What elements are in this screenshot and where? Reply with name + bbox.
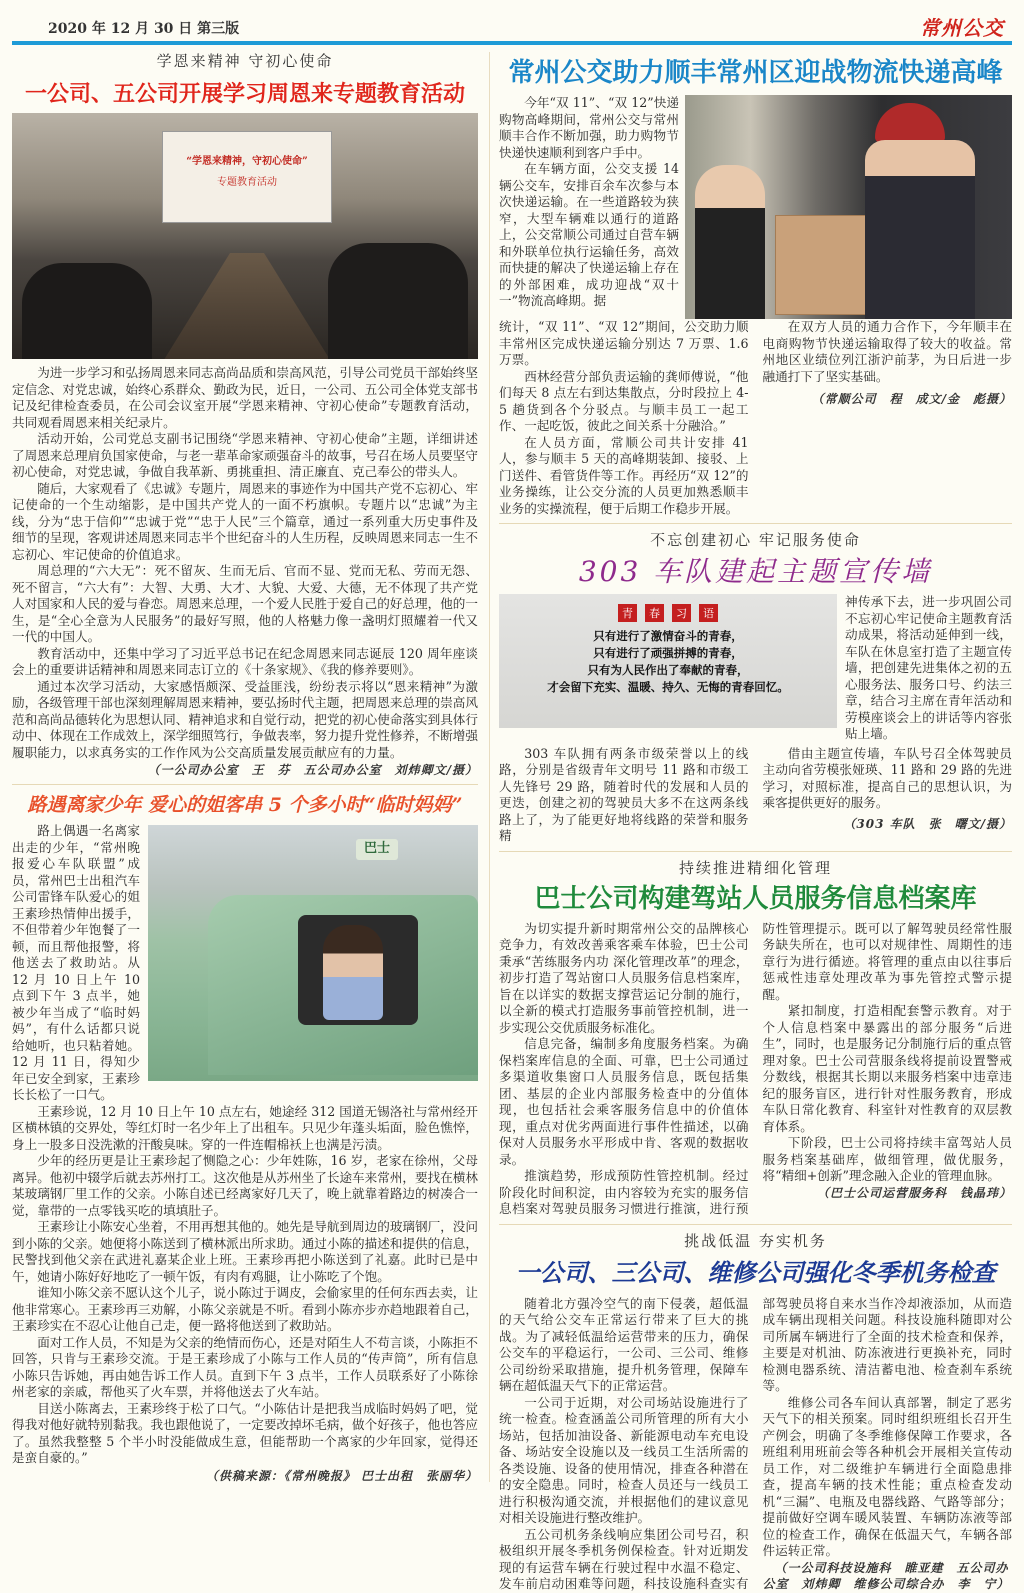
header-rule [12,41,1012,45]
paragraph: 信息完备，编制多角度服务档案。为确保档案库信息的全面、可靠，巴士公司通过多渠道收集窗口人员服务信息，既包括集团、基层的企业内部服务检查中的分值体现，也包括社会乘客服务信息中的价值体现，重点对优劣两面进行事件性描述，以确保对人员服务水平形成中肯、客观的数据收录。 [499,1036,749,1167]
wall-title-char: 语 [699,604,718,622]
meeting-room-photo [12,113,478,359]
wall-line: 才会留下充实、温暖、持久、无悔的青春回忆。 [547,680,789,694]
helmet [875,103,945,143]
article-headline: 303 车队建起主题宣传墙 [578,555,933,588]
courier-figure [865,140,975,319]
article-headline: 一公司、三公司、维修公司强化冬季机务检查 [515,1257,996,1287]
paragraph: 五公司机务条线响应集团公司号召，积极组织开展冬季机务例保检查。针对近期发现的有运营车辆在行驶过程中水温不稳定、发车前启动困难等问题，科技设施科查实有部驾驶员将自来水当作冷却液添加，从而造成车辆出现相关问题。科技设施科随即对公司所属车辆进行了全面的技术检查和保养，主要是对机油、防冻液进行更换补充，同时检测电器系统、清洁蓄电池、检查刹车系统等。 [499,1295,1012,1591]
paragraph: 王素珍让小陈安心坐着，不用再想其他的。她先是导航到周边的玻璃钢厂，没问到小陈的父亲。她便将小陈送到了横林派出所求助。通过小陈的描述和提供的信息，民警找到他父亲在武进礼嘉某企业上班。王素珍再把小陈送到了礼嘉。此时已是中午，她请小陈好好地吃了一顿午饭，有肉有鸡腿，让小陈吃了个饱。 [12,1219,478,1284]
paragraph: 谁知小陈父亲不愿认这个儿子，说小陈过于调皮，会偷家里的任何东西去卖，让他非常寒心。王素珍再三劝解，小陈父亲就是不听。看到小陈亦步亦趋地跟着自己，王素珍实在不忍心让他自己走，便一路将他送到了救助站。 [12,1285,478,1333]
paragraph: 面对工作人员，不知是为父亲的绝情而伤心，还是对陌生人不苟言谈，小陈拒不回答，只肯与王素珍交流。于是王素珍成了小陈与工作人员的“传声筒”，所有信息小陈只告诉她，再由她告诉工作人员。直到下午 3 点半，工作人员联系好了小陈徐州老家的亲戚，帮他买了火车票，并将他送去了火车站。 [12,1334,478,1399]
paragraph: 下阶段，巴士公司将持续丰富驾站人员服务档案基础库，做细管理，做优服务，将“精细+创新”理念融入企业的管理血脉。 [762,1135,1012,1183]
article-temporary-mom [12,790,478,1484]
section-divider [499,1224,1012,1225]
article-body [499,1296,1012,1593]
article-headline: 巴士公司构建驾站人员服务信息档案库 [534,883,977,914]
section-divider [12,784,478,785]
article-kicker: 挑战低温 夯实机务 [684,1231,827,1250]
taxi-driver-photo [148,825,478,1081]
article-body [499,921,1012,1218]
article-kicker: 不忘创建初心 牢记服务使命 [650,531,861,549]
paragraph: 紧扣制度，打造相配套警示教育。对于个人信息档案中暴露出的部分服务“后进生”，同时，也是服务记分制施行后的重点管理对象。巴士公司营服条线将提前设置警戒分数线，根据其长期以来服务档案中违章违纪的服务盲区，进行针对性服务教育，形成车队日常化教育、科室针对性教育的双层教育体系。 [762,1003,1012,1134]
paragraph: 今年“双 11”、“双 12”快递购物高峰期间，常州公交与常州顺丰合作不断加强，助力购物节快递快速顺利到客户手中。 [499,95,679,160]
article-body [12,823,478,1467]
wall-line: 只有进行了顽强拼搏的青春， [593,646,743,660]
article-byline: （常顺公司 程 成文/金 彪摄） [811,392,1012,406]
paragraph: 推演趋势，形成预防性管控机制。经过阶段化时间积淀，由内容较为充实的服务信息档案对驾驶员服务习惯进行推演，进行预防性管理提示。既可以了解驾驶员经常性服务缺失所在，也可以对规律性、周期性的违章行为进行循迹。将管理的重点由以往事后惩戒性违章处理改革为事先管控式警示提醒。 [499,920,1012,1216]
issue-date: 2020 年 12 月 30 日 第三版 [48,21,240,37]
attendees-right [328,243,468,359]
paragraph: 神传承下去，进一步巩固公司不忘初心牢记使命主题教育活动成果，将活动延伸到一线，车队在休息室打造了主题宣传墙，把创建先进集体之初的五心服务法、服务口号、约法三章，结合习主席在青年活动和劳模座谈会上的讲话等内容张贴上墙。 [845,594,1012,741]
wall-title [499,604,837,622]
paragraph: 随后，大家观看了《忠诚》专题片，周恩来的事迹作为中国共产党不忘初心、牢记使命的一个生动缩影，是中国共产党人的一面不朽旗帜。专题片以“忠诚”为主线，分为“忠于信仰”“忠诚于党”“忠于人民”三个篇章，通过一系列重大历史事件及细节的呈现，客观讲述周恩来同志半个世纪奋斗的人生历程，反映周恩来同志一生不忘初心、牢记使命的价值追求。 [12,480,478,562]
newspaper-logo: 常州公交 [920,16,1004,40]
paragraph: 教育活动中，还集中学习了习近平总书记在纪念周恩来同志诞辰 120 周年座谈会上的重要讲话精神和周恩来同志订立的《十条家规》、《我的修养要则》。 [12,645,478,677]
paragraph: 活动开始，公司党总支副书记围绕“学恩来精神、守初心使命”主题，详细讲述了周恩来总理肩负国家使命，与老一辈革命家顽强奋斗的故事，号召在场人员要坚守初心使命，对党忠诚，争做自我革新、勇挑重担、清正廉直、克己奉公的带头人。 [12,431,478,479]
paragraph: 西林经营分部负责运输的龚师傅说，“他们每天 8 点左右到达集散点，分时段拉上 4-5 趟货到各个分驳点。与顺丰员工一起工作、一起吃饭，彼此之间关系十分融洽。” [499,368,749,433]
article-headline: 一公司、五公司开展学习周恩来专题教育活动 [24,81,465,107]
paragraph: 路上偶遇一名离家出走的少年，“常州晚报爱心车队联盟”成员，常州巴士出租汽车公司雷锋车队爱心的姐王素珍热情伸出援手，不但带着少年饱餐了一顿，而且帮他报警，将他送去了救助站。从 12 月 10 日上午 10 点到下午 3 点半，她被少年当成了“临时妈妈”，有什么话都只说给她听，也只粘着她。12 月 11 日，得知少年已安全到家，王素珍长长松了一口气。 [12,823,140,1102]
article-byline: （一公司办公室 王 芬 五公司办公室 刘炜卿文/摄） [147,763,478,777]
article-kicker: 持续推进精细化管理 [678,858,832,877]
paragraph: 通过本次学习活动，大家感悟颇深、受益匪浅，纷纷表示将以“恩来精神”为激励，各级管理干部也深刻理解周恩来精神，要弘扬时代主题，把周恩来总理的崇高风范和高尚品德转化为思想认同、精神追求和自觉行动，把党的初心使命落实到具体行动中、体现在工作成效上，深学细照笃行，争做表率，努力提升党性修养，不断增强履职能力，以求真务实的工作作风为公交高质量发展贡献应有的力量。 [12,678,478,760]
paragraph: 在双方人员的通力合作下，今年顺丰在电商购物节快递运输取得了较大的收益。常州地区业绩位列江浙沪前茅，为日后进一步融通打下了坚实基础。 [762,319,1012,384]
paragraph: 周总理的“六大无”：死不留灰、生而无后、官而不显、党而无私、劳而无怨、死不留言，“六大有”：大智、大勇、大才、大貌、大爱、大德，无不体现了共产党人对国家和人民的爱与眷恋。周恩来总理，一个爱人民胜于爱自己的好总理，他的一生，是“全心全意为人民服务”的最好写照，他的人格魅力像一盏明灯照耀着一代又一代的中国人。 [12,563,478,644]
parcel-handover-photo [685,95,1012,319]
article-body [499,746,1012,845]
column-divider [489,52,490,1482]
paragraph: 统计，“双 11”、“双 12”期间，公交助力顺丰常州区完成快递运输分别达 7 万票、1.6 万票。 [499,319,749,367]
article-body [12,365,478,761]
article-byline: （一公司科技设施科 睢亚建 五公司办公室 刘炜卿 维修公司综合办 李 宁） [762,1560,1010,1591]
wall-line: 只有为人民作出了奉献的青春， [587,663,749,677]
paragraph: 在人员方面，常顺公司共计安排 41 人，参与顺丰 5 天的高峰期装卸、接驳、上门送件、看管货件等工作。再经历“双 12”的业务操练，让公交分流的人员更加熟悉顺丰业务的实操流程，便于后期工作稳步开展。 [499,434,749,516]
paragraph: 目送小陈离去，王素珍终于松了口气。“小陈估计是把我当成临时妈妈了吧，觉得我对他好就特别黏我。我也跟他说了，一定要改掉坏毛病，做个好孩子，他也答应了。虽然我整整 5 个半小时没能做成生意，但能帮助一个离家的少年回家，觉得还是蛮自豪的。” [12,1400,478,1465]
article-bus-archive [499,857,1012,1218]
paragraph: 在车辆方面，公交支援 14 辆公交车，安排百余车次参与本次快递运输。在一些道路较为狭窄，大型车辆难以通行的道路上，公交常顺公司通过自营车辆和外联单位执行运输任务，高效而快捷的解决了快递运输上存在的外部困难，成功迎战“双十一”物流高峰期。据 [499,161,679,308]
article-body-top [499,95,679,319]
paragraph: 303 车队拥有两条市级荣誉以上的线路，分别是省级青年文明号 11 路和市级工人先锋号 29 路，随着时代的发展和人员的更迭，创建之初的驾驶员大多不在这两条线路上了，为了能更好地将线路的荣誉和服务精 [499,745,749,843]
article-303-fleet-wall [499,529,1012,845]
wall-line: 只有进行了激情奋斗的青春， [593,629,743,643]
paragraph: 一公司于近期，对公司场站设施进行了统一检查。检查涵盖公司所管理的所有大小场站，包括加油设备、新能源电动车充电设备、场站安全设施以及一线员工生活所需的各类设施、设备的使用情况，排查各种潜在的安全隐患。同时，检查人员还与一线员工进行积极沟通交流，并根据他们的建议意见对相关设施进行整改维护。 [499,1394,749,1525]
wall-title-char: 习 [672,604,691,622]
article-headline: 常州公交助力顺丰常州区迎战物流快递高峰 [508,58,1003,88]
article-kicker: 学恩来精神 守初心使命 [156,52,334,70]
attendees-left [22,263,152,359]
article-byline: （303 车队 张 曙文/摄） [843,816,1012,831]
paragraph: 王素珍说，12 月 10 日上午 10 点左右，她途经 312 国道无锡洛社与常州经开区横林镇的交界处，等红灯时一名少年上了出租车。只见少年蓬头垢面，脸色憔悴，身上一股多日没洗漱的汗酸臭味。穿的一件连帽棉袄上也满是污渍。 [12,1103,478,1152]
conference-table [162,253,332,359]
screen-subtitle: 专题教育活动 [217,177,277,188]
paragraph: 维修公司各车间认真部署，制定了恶劣天气下的相关预案。同时组织班组长召开生产例会，明确了冬季维修保障工作要求，各班组利用班前会等各种机会开展相关宣传动员工作，对二级维护车辆进行全面隐患排查，提高车辆的技术性能；重点检查发动机“三漏”、电瓶及电器线路、气路等部分；提前做好空调车暖风装置、车辆防冻液等部位的检查工作，确保在低温天气，车辆各部件运转正常。 [762,1394,1012,1558]
paragraph: 为切实提升新时期常州公交的品牌核心竞争力，有效改善乘客乘车体验，巴士公司秉承“苦练服务内功 深化管理改革”的理念，初步打造了驾站窗口人员服务信息档案库，旨在以详实的数据支撑营运记分制的施行，以全新的模式打造服务事前管控机制，进一步实现公交优质服务标准化。 [499,920,749,1035]
projector-screen [162,131,332,223]
driver-figure [323,925,383,1020]
wall-title-char: 春 [645,604,664,622]
right-column [499,50,1012,1593]
article-headline: 路遇离家少年 爱心的姐客串 5 个多小时“临时妈妈” [27,794,463,816]
screen-title: “学恩来精神，守初心使命” [186,156,308,167]
article-byline: （巴士公司运营服务科 钱晶玮） [816,1185,1012,1200]
propaganda-wall-photo [499,594,837,728]
wall-title-char: 青 [618,604,637,622]
worker-figure [695,165,765,319]
article-byline: （供稿来源：《常州晚报》 巴士出租 张丽华） [205,1468,478,1483]
paragraph: 借由主题宣传墙，车队号召全体驾驶员主动向省劳模张娅瑛、11 路和 29 路的先进学习，对照标准，提高自己的思想认识，为乘客提供更好的服务。 [762,745,1012,810]
left-column [12,50,478,1484]
section-divider [499,523,1012,524]
paragraph: 为进一步学习和弘扬周恩来同志高尚品质和崇高风范，引导公司党员干部始终坚定信念、对党忠诚，始终心系群众、勤政为民，近日，一公司、五公司全体党支部书记及纪律检查委员，在公司会议室开展“学恩来精神、守初心使命”专题教育活动，共同观看周恩来相关纪录片。 [12,365,478,430]
article-zhou-enlai-study [12,50,478,778]
paragraph: 随着北方强冷空气的南下侵袭，超低温的天气给公交车正常运行带来了巨大的挑战。为了减轻低温给运营带来的压力，确保公交车的平稳运行，一公司、三公司、维修公司纷纷采取措施，提升机务管理，保障车辆在超低温天气下的正常运营。 [499,1295,749,1393]
taxi-roof-sign: 巴士 [356,839,398,860]
article-sf-express-support [499,50,1012,517]
article-winter-inspection [499,1230,1012,1593]
article-body-bottom [499,319,1012,517]
section-divider [499,851,1012,852]
paragraph: 少年的经历更是让王素珍起了恻隐之心：少年姓陈，16 岁，老家在徐州，父母离异。他初中辍学后就去苏州打工。这次他是从苏州坐了长途车来常州，要找在横林某玻璃钢厂里工作的父亲。小陈自述已经离家好几天了，晚上就靠着路边的树凑合一觉，靠带的一点零钱买吃的填填肚子。 [12,1153,478,1218]
